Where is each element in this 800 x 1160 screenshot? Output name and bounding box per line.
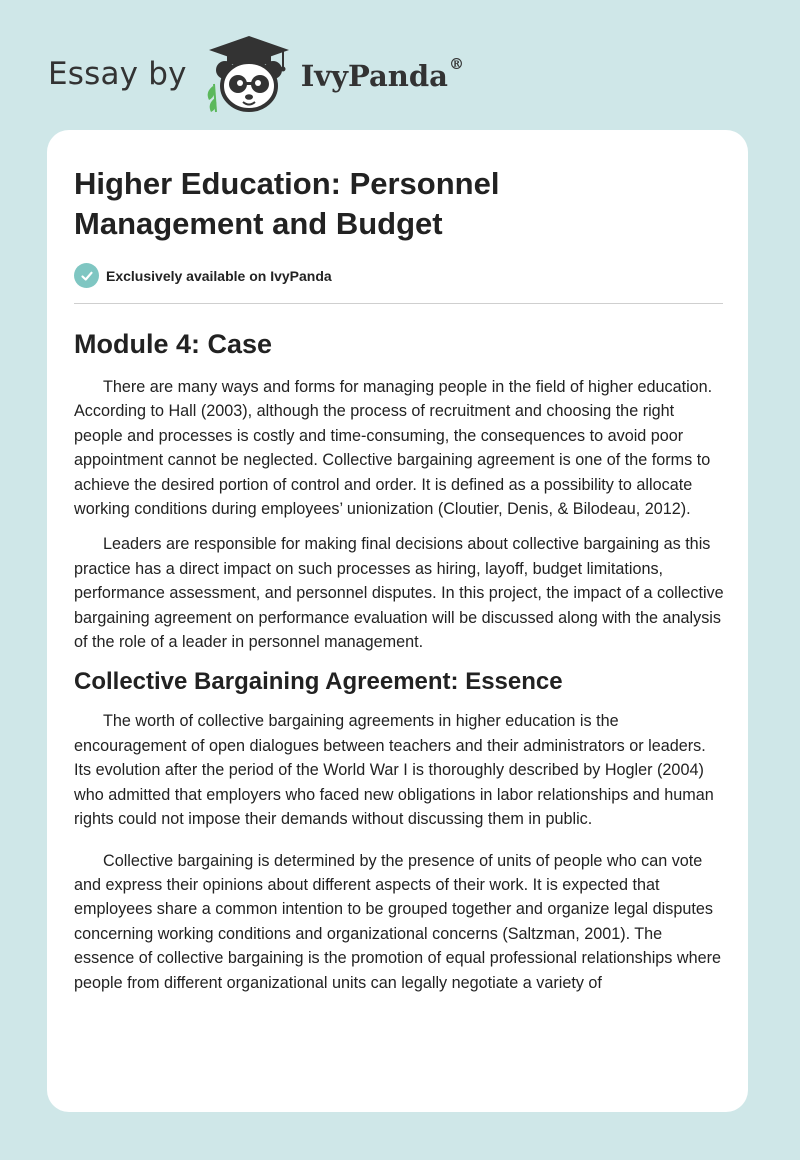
section-heading: Module 4: Case <box>74 329 273 359</box>
brand-name-text: IvyPanda <box>300 59 448 93</box>
title-divider <box>74 303 723 304</box>
body-paragraph: Leaders are responsible for making final decisions about collective bargaining as this practice has a direct impact on such processes as hiring, layoff, budget limitations, performance assessment, and personnel disputes. In this project, the impact of a collective bargaining agreement on performance evaluation will be discussed along with the analysis of the role of a leader in personnel management. <box>74 535 724 652</box>
brand-name[interactable] <box>300 55 464 93</box>
essay-card <box>47 130 748 1112</box>
essay-by-label: Essay by <box>48 56 187 92</box>
body-paragraph: The worth of collective bargaining agreements in higher education is the encouragement of open dialogues between teachers and their administrators or leaders. Its evolution after the period of the World War I is thoroughly described by Hogler (2004) who admitted that employers who faced new obligations in labor relationships and human rights could not impose their demands without discussing them in public. <box>74 712 714 829</box>
site-header <box>48 34 464 114</box>
exclusive-badge <box>74 263 332 288</box>
body-paragraph: Collective bargaining is determined by the presence of units of people who can vote and express their opinions about different aspects of their work. It is expected that employees share a common intention to be grouped together and organize legal disputes concerning working conditions and organizational concerns (Saltzman, 2001). The essence of collective bargaining is the promotion of equal professional relationships where people from different organizational units can legally negotiate a variety of <box>74 851 721 992</box>
badge-text: Exclusively available on IvyPanda <box>106 267 332 284</box>
registered-mark: ® <box>448 55 464 74</box>
essay-title: Higher Education: Personnel Management and Budget <box>74 166 500 241</box>
essay-body <box>74 324 724 1006</box>
panda-logo-icon[interactable] <box>203 34 295 114</box>
subsection-heading: Collective Bargaining Agreement: Essence <box>74 668 563 696</box>
badge-circle <box>74 263 99 288</box>
check-icon <box>80 269 94 283</box>
body-paragraph: There are many ways and forms for managing people in the field of higher education. According to Hall (2003), although the process of recruitment and choosing the right people and processes is costly and time-consuming, the consequences to avoid poor appointment cannot be neglected. Collective bargaining agreement is one of the forms to achieve the desired portion of control and order. It is defined as a possibility to allocate working conditions during employees’ unionization (Cloutier, Denis, & Bilodeau, 2012). <box>74 378 713 519</box>
